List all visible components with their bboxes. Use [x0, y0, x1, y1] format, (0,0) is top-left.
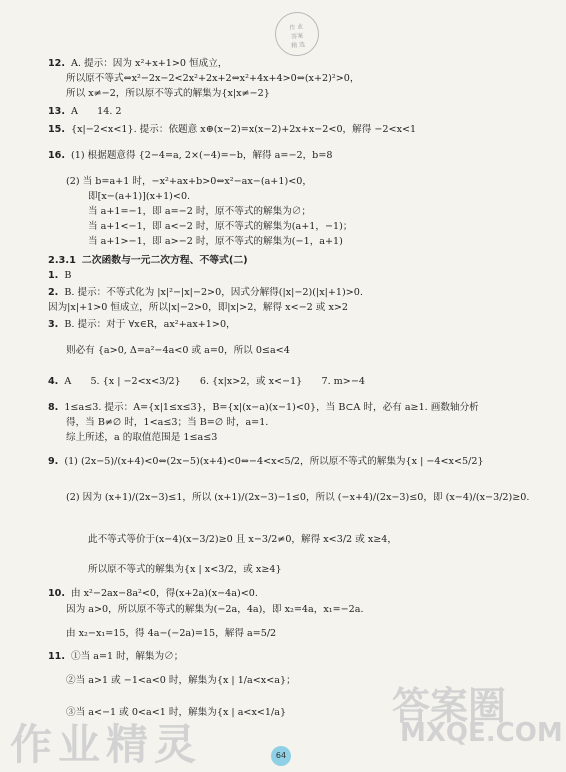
answer-line: [88, 221, 353, 233]
answer-text: 得，当 B≠∅ 时，1<a≤3；当 B=∅ 时，a=1.: [66, 417, 269, 428]
watermark-site: MXQE.COM: [400, 718, 563, 748]
answer-line: [48, 456, 484, 468]
answer-text: 则必有 {a>0, Δ=a²−4a<0 或 a=0，所以 0≤a<4: [66, 345, 290, 356]
answer-line: [66, 492, 529, 504]
answer-text: 所以原不等式的解集为{x | x<3/2，或 x≥4}: [88, 564, 282, 575]
answer-text: B. 提示：不等式化为 |x|²−|x|−2>0，因式分解得(|x|−2)(|x|+1)>0.: [64, 287, 363, 298]
question-number: 16.: [48, 150, 65, 161]
answer-text: 1≤a≤3. 提示：A={x|1≤x≤3}，B={x|(x−a)(x−1)<0}，当 B⊂A 时，必有 a≥1. 画数轴分析: [64, 402, 479, 413]
answer-line: [88, 206, 311, 218]
answer-text: (1) 根据题意得 {2−4=a, 2×(−4)=−b，解得 a=−2，b=8: [71, 150, 333, 161]
answer-text: ③当 a<−1 或 0<a<1 时，解集为{x | a<x<1/a}: [66, 707, 287, 718]
answer-text: A 5. {x | −2<x<3/2} 6. {x|x>2，或 x<−1} 7. m>−4: [64, 376, 365, 387]
question-number: 15.: [48, 124, 65, 135]
answer-line: [48, 255, 248, 267]
answer-text: 所以原不等式⇔x²−2x−2<2x²+2x+2⇔x²+4x+4>0⇔(x+2)²>0，: [66, 73, 360, 84]
answer-text: B: [64, 270, 72, 281]
answer-text: 当 a+1>−1，即 a>−2 时，原不等式的解集为(−1，a+1): [88, 236, 343, 247]
answer-line: [66, 604, 364, 616]
answer-line: [48, 319, 236, 331]
question-number: 12.: [48, 58, 65, 69]
answer-line: [48, 124, 416, 136]
answer-text: 由 x₂−x₁=15，得 4a−(−2a)=15，解得 a=5/2: [66, 628, 277, 639]
answer-text: B. 提示：对于 ∀x∈R，ax²+ax+1>0，: [64, 319, 236, 330]
answer-text: (2) 因为 (x+1)/(2x−3)≤1，所以 (x+1)/(2x−3)−1≤0，所以 (−x+4)/(2x−3)≤0，即 (x−4)/(x−3/2)≥0.: [66, 492, 530, 503]
answer-line: [48, 402, 479, 414]
question-number: 13.: [48, 106, 65, 117]
answer-text: A 14. 2: [71, 106, 122, 117]
answer-line: [66, 73, 359, 85]
answer-line: [66, 345, 290, 357]
question-number: 9.: [48, 456, 59, 467]
page-number: 64: [271, 746, 291, 766]
answer-text: 综上所述，a 的取值范围是 1≤a≤3: [66, 432, 218, 443]
answer-text: 因为|x|+1>0 恒成立，所以|x|−2>0，即|x|>2，解得 x<−2 或 x>2: [48, 302, 348, 313]
stamp-line-2: 答案: [290, 32, 304, 41]
answer-text: ①当 a=1 时，解集为∅；: [71, 651, 184, 662]
answer-text: ②当 a>1 或 −1<a<0 时，解集为{x | 1/a<x<a}；: [66, 675, 296, 686]
answer-text: 此不等式等价于(x−4)(x−3/2)≥0 且 x−3/2≠0，解得 x<3/2 或 x≥4，: [88, 534, 397, 545]
question-number: 10.: [48, 588, 65, 599]
answer-line: [48, 58, 227, 70]
answer-line: [66, 432, 217, 444]
watermark-logo: 答案圈: [392, 684, 507, 728]
answer-line: [66, 176, 312, 188]
answer-line: [48, 651, 183, 663]
answer-text: 即[x−(a+1)](x+1)<0.: [88, 191, 191, 202]
answer-line: [48, 302, 348, 314]
answer-text: (1) (2x−5)/(x+4)<0⇔(2x−5)(x+4)<0⇔−4<x<5/2，所以原不等式的解集为{x | −4<x<5/2}: [64, 456, 484, 467]
answer-line: [48, 376, 365, 388]
answer-line: [48, 150, 332, 162]
question-number: 11.: [48, 651, 65, 662]
answer-text: {x|−2<x<1}. 提示：依题意 x⊕(x−2)=x(x−2)+2x+x−2<0，解得 −2<x<1: [71, 124, 417, 135]
answer-line: [48, 588, 258, 600]
stamp: [273, 10, 321, 58]
answer-line: [88, 191, 190, 203]
answer-text: (2) 当 b=a+1 时，−x²+ax+b>0⇔x²−ax−(a+1)<0，: [66, 176, 312, 187]
watermark-brand: 作业精灵: [10, 720, 203, 769]
answer-line: [66, 628, 276, 640]
answer-text: 二次函数与一元二次方程、不等式(二): [81, 255, 248, 266]
answer-line: [48, 287, 363, 299]
answer-line: [88, 236, 343, 248]
answer-text: 由 x²−2ax−8a²<0，得(x+2a)(x−4a)<0.: [71, 588, 258, 599]
answer-line: [66, 88, 270, 100]
answer-line: [48, 270, 71, 282]
answer-line: [88, 534, 397, 546]
answer-line: [66, 675, 296, 687]
answer-text: 因为 a>0，所以原不等式的解集为(−2a，4a)，即 x₂=4a，x₁=−2a.: [66, 604, 364, 615]
stamp-line-3: 精 选: [290, 41, 306, 50]
question-number: 3.: [48, 319, 59, 330]
answer-line: [66, 417, 268, 429]
question-number: 2.: [48, 287, 59, 298]
answer-text: 当 a+1=−1，即 a=−2 时，原不等式的解集为∅；: [88, 206, 311, 217]
answer-text: 当 a+1<−1，即 a<−2 时，原不等式的解集为(a+1，−1)；: [88, 221, 353, 232]
answer-line: [88, 564, 282, 576]
answer-line: [48, 106, 122, 118]
answer-text: 所以 x≠−2，所以原不等式的解集为{x|x≠−2}: [66, 88, 270, 99]
question-number: 4.: [48, 376, 59, 387]
question-number: 2.3.1: [48, 255, 76, 266]
answer-text: A. 提示：因为 x²+x+1>0 恒成立，: [71, 58, 228, 69]
stamp-line-1: 作 业: [289, 23, 304, 32]
question-number: 1.: [48, 270, 59, 281]
question-number: 8.: [48, 402, 59, 413]
